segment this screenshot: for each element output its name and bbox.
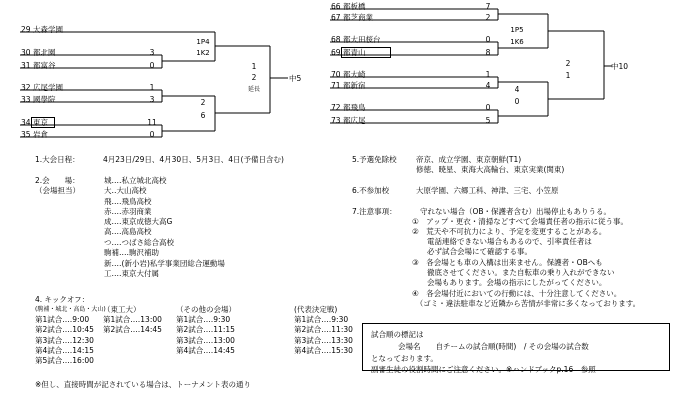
team-67-name: 都芝商業 (343, 13, 373, 22)
right-target: 中10 (611, 62, 629, 71)
team-69-no: 69 (331, 48, 341, 57)
col4-time-0: 第1試合‥‥9:30 (294, 315, 349, 324)
box-line-4: 副審生徒の役割時間にご注意ください。※ハンドブックp.16 参照 (371, 365, 596, 374)
team-70-no: 70 (331, 70, 341, 79)
nonpart-label: 6.不参加校 (352, 186, 390, 195)
box-line-2: 会場名 自チームの試合順(時間) / その会場の試合数 (398, 342, 589, 351)
score-30: 3 (149, 48, 155, 57)
team-33-no: 33 (21, 95, 31, 104)
kickoff-venues: (駒補・城北・高島・大山) (35, 306, 106, 313)
r-game-label-bottom: 1K6 (510, 38, 524, 46)
score-34: 11 (147, 118, 157, 127)
kickoff-label: 4. キックオフ： (35, 295, 90, 304)
team-71-no: 71 (331, 81, 341, 90)
venue-sub: （会場担当） (35, 186, 80, 195)
exempt-label: 5.予選免除校 (352, 155, 397, 164)
team-34-no: 34 (21, 118, 31, 127)
kickoff-time-1: 第2試合‥‥10:45 (35, 325, 94, 334)
team-35-no: 35 (21, 130, 31, 139)
score-68: 0 (485, 35, 491, 44)
score-72: 0 (485, 103, 491, 112)
score-66: 7 (485, 2, 491, 11)
notice-line-4: 必ず試合会場にて確認する事。 (412, 247, 532, 256)
team-68-name: 都大田桜台 (343, 35, 381, 44)
notice-line-0: 守れない場合（OB・保護者含む）出場停止もありうる。 (420, 207, 612, 216)
team-66-no: 66 (331, 2, 341, 11)
venue-5: 高‥‥高島高校 (104, 227, 152, 236)
r-score-semi-top: 2 (565, 59, 571, 68)
notice-line-9: （ゴミ・違法駐車など近隣から苦情が非常に多くなっております。 (412, 299, 641, 308)
team-67-no: 67 (331, 13, 341, 22)
col3-time-0: 第1試合‥‥9:30 (176, 315, 231, 324)
col3-time-2: 第3試合‥‥13:00 (176, 336, 235, 345)
box-line-1: 試合順の標記は (371, 330, 424, 339)
r-score-semi-bottom: 1 (565, 71, 571, 80)
kickoff-time-0: 第1試合‥‥9:00 (35, 315, 90, 324)
notice-line-3: 電話連絡できない場合もあるので、引率責任者は (412, 237, 592, 246)
team-32-no: 32 (21, 83, 31, 92)
team-29-no: 29 (21, 25, 31, 34)
game-label-bottom: 1K2 (196, 49, 210, 57)
col3-head: （その他の会場） (176, 305, 236, 314)
team-70-name: 都大崎 (343, 70, 366, 79)
team-33-name: 國學院 (33, 95, 56, 104)
venue-7: 駒補‥‥駒沢補助 (104, 248, 160, 257)
team-35-name: 岩倉 (33, 130, 48, 139)
r-score-q2-top: 4 (514, 85, 520, 94)
team-30-no: 30 (21, 48, 31, 57)
venue-8: 新‥‥(新小岩)私学事業団総合運動場 (104, 259, 225, 268)
col4-head: (代表決定戦) (294, 305, 338, 314)
col2-time-1: 第2試合‥‥14:45 (103, 325, 162, 334)
score-71: 4 (485, 81, 491, 90)
venue-0: 城‥‥私立城北高校 (104, 176, 167, 185)
score-33: 3 (149, 95, 155, 104)
score-70: 1 (485, 70, 491, 79)
kickoff-time-2: 第3試合‥‥12:30 (35, 336, 94, 345)
col4-time-3: 第4試合‥‥15:30 (294, 346, 353, 355)
exempt-line2: 修徳、暁星、東海大高輪台、東京実業(関東) (416, 165, 565, 174)
dates-value: 4月23日/29日、4月30日、5月3日、4日(予備日含む) (103, 155, 284, 164)
left-target: 中5 (289, 74, 302, 83)
r-score-q2-bottom: 0 (514, 97, 520, 106)
team-32-name: 広尾学園 (33, 83, 63, 92)
score-69: 8 (485, 48, 491, 57)
exempt-line1: 帝京、成立学園、東京朝鮮(T1) (416, 155, 522, 164)
venue-6: つ‥‥つばさ総合高校 (104, 238, 175, 247)
dates-label: 1.大会日程： (35, 155, 80, 164)
kickoff-time-4: 第5試合‥‥16:00 (35, 356, 94, 365)
score-q2-bottom: 6 (200, 111, 206, 120)
notice-line-6: 徹底させてください。また自転車の乗り入れができない (412, 268, 615, 277)
notice-line-5: ③ 各会場とも車の入構は出来ません。保護者・OBへも (412, 258, 603, 267)
team-72-name: 都飛鳥 (343, 103, 366, 112)
team-71-name: 都新宿 (343, 81, 366, 90)
notice-line-2: ② 荒天や不可抗力により、予定を変更することがある。 (412, 227, 607, 236)
score-q2-top: 2 (200, 98, 206, 107)
team-31-name: 都富谷 (33, 61, 56, 70)
col3-time-1: 第2試合‥‥11:15 (176, 325, 235, 334)
team-68-no: 68 (331, 35, 341, 44)
team-73-no: 73 (331, 116, 341, 125)
venue-1: 大‥大山高校 (104, 186, 147, 195)
score-67: 2 (485, 13, 491, 22)
venue-3: 赤‥‥赤羽商業 (104, 207, 152, 216)
team-73-name: 都広尾 (343, 116, 366, 125)
r-game-label-top: 1P5 (510, 26, 524, 34)
box-line-3: となっております。 (371, 354, 438, 363)
team-29-name: 大森学園 (33, 25, 63, 34)
team-34-name: 東京 (33, 118, 48, 127)
col4-time-1: 第2試合‥‥11:30 (294, 325, 353, 334)
venue-4: 成‥‥東京成徳大高G (104, 217, 173, 226)
team-69-name: 都青山 (343, 48, 366, 57)
team-72-no: 72 (331, 103, 341, 112)
venue-label: 2.会 場： (35, 176, 80, 185)
col2-time-0: 第1試合‥‥13:00 (103, 315, 162, 324)
team-66-name: 都板橋 (343, 2, 366, 11)
notice-line-7: 会場もあります。会場の指示にしたがってください。 (412, 278, 607, 287)
score-73: 5 (485, 116, 491, 125)
col3-time-3: 第4試合‥‥14:45 (176, 346, 235, 355)
nonpart-value: 大原学園、六郷工科、神津、三宅、小笠原 (416, 186, 559, 195)
notice-line-1: ① アップ・更衣・清掃などすべて会場責任者の指示に従う事。 (412, 217, 629, 226)
col2-head: （東工大） (103, 305, 141, 314)
notice-line-8: ④ 各会場付近においての行動には、十分注意してください。 (412, 289, 622, 298)
venue-2: 飛‥‥飛鳥高校 (104, 197, 152, 206)
venue-9: 工‥‥東京大付属 (104, 269, 160, 278)
score-31: 0 (149, 61, 155, 70)
team-30-name: 都北園 (33, 48, 56, 57)
score-35: 0 (149, 130, 155, 139)
kickoff-time-3: 第4試合‥‥14:15 (35, 346, 94, 355)
game-label-top: 1P4 (196, 38, 210, 46)
team-31-no: 31 (21, 61, 31, 70)
score-32: 1 (149, 83, 155, 92)
footnote: ※但し、直接時間が記されている場合は、トーナメント表の通り (35, 380, 251, 389)
col4-time-2: 第3試合‥‥13:30 (294, 336, 353, 345)
notice-label: 7.注意事項： (352, 207, 397, 216)
overtime-note: 延長 (247, 86, 260, 93)
score-semi-top: 1 (251, 62, 257, 71)
score-semi-bottom: 2 (251, 73, 257, 82)
